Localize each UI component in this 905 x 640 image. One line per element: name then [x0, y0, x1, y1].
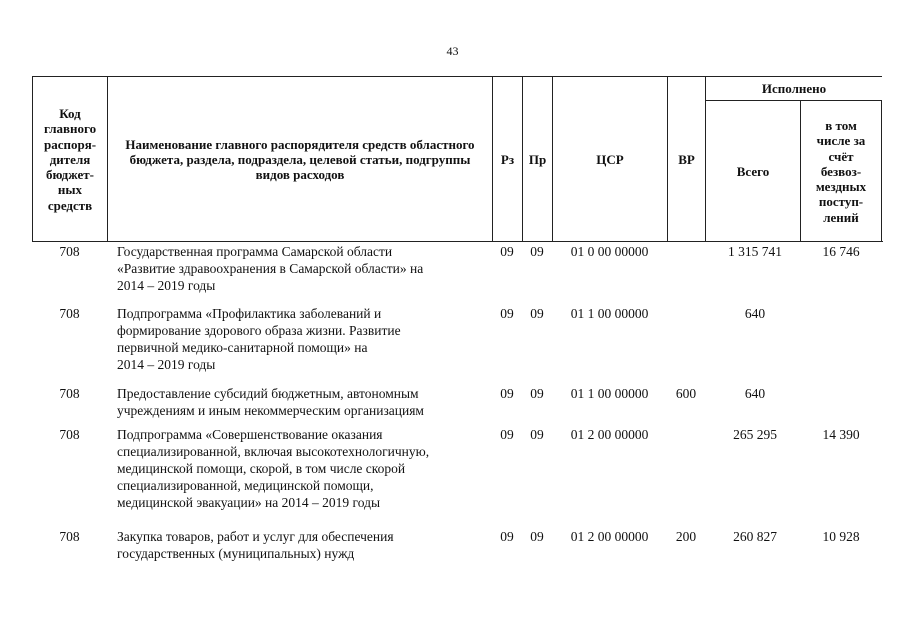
row-code: 708 [59, 529, 80, 544]
header-gratuitous-label: в том числе за счёт безвоз-мездных поступ-лений [815, 118, 867, 225]
row-name-line: Государственная программа Самарской области [117, 244, 393, 259]
header-executed-label: Исполнено [761, 80, 827, 96]
row-name [117, 385, 424, 419]
header-total [705, 100, 800, 242]
row-name-line: специализированной, медицинской помощи, [117, 478, 374, 493]
row-name-line: Предоставление субсидий бюджетным, автономным [117, 386, 419, 401]
header-pr-label: Пр [528, 151, 547, 167]
row-csr: 01 2 00 00000 [570, 529, 649, 544]
row-code: 708 [59, 306, 80, 321]
header-name-label: Наименование главного распорядителя средств областного бюджета, раздела, подраздела, целевой статьи, подгруппы видов расходов [125, 136, 475, 183]
row-name-line: «Развитие здравоохранения в Самарской области» на [117, 261, 424, 276]
row-rz: 09 [500, 386, 514, 401]
row-csr: 01 0 00 00000 [570, 244, 649, 259]
row-gratuitous: 10 928 [822, 529, 860, 544]
row-name [117, 305, 401, 373]
row-name-line: специализированной, включая высокотехнологичную, [117, 444, 430, 459]
row-name-line: Подпрограмма «Профилактика заболеваний и [117, 306, 382, 321]
header-csr [552, 76, 667, 242]
row-pr: 09 [530, 529, 544, 544]
row-name-line: 2014 – 2019 годы [117, 278, 216, 293]
row-name-line: формирование здорового образа жизни. Развитие [117, 323, 401, 338]
row-code: 708 [59, 386, 80, 401]
row-name-line: 2014 – 2019 годы [117, 357, 216, 372]
row-name-line: медицинской эвакуации» на 2014 – 2019 годы [117, 495, 381, 510]
row-name [117, 243, 423, 294]
row-name-line: Подпрограмма «Совершенствование оказания [117, 427, 383, 442]
row-code: 708 [59, 244, 80, 259]
row-rz: 09 [500, 529, 514, 544]
header-code-label: Код главного распоря-дителя бюджет-ных средств [44, 106, 97, 213]
header-rz-label: Рз [500, 151, 515, 167]
row-vr: 200 [675, 529, 697, 544]
row-name [117, 528, 394, 562]
header-name [107, 76, 492, 242]
header-total-label: Всего [736, 163, 770, 179]
header-vr-label: ВР [678, 151, 695, 167]
row-name-line: первичной медико-санитарной помощи» на [117, 340, 368, 355]
page-number: 43 [446, 44, 459, 58]
row-pr: 09 [530, 244, 544, 259]
row-pr: 09 [530, 427, 544, 442]
row-pr: 09 [530, 306, 544, 321]
row-name-line: государственных (муниципальных) нужд [117, 546, 355, 561]
header-vr [667, 76, 705, 242]
header-bottom-rule [32, 241, 883, 242]
row-pr: 09 [530, 386, 544, 401]
row-rz: 09 [500, 427, 514, 442]
row-name [117, 426, 429, 511]
row-rz: 09 [500, 244, 514, 259]
header-csr-label: ЦСР [596, 151, 624, 167]
row-total: 640 [744, 386, 766, 401]
row-total: 265 295 [733, 427, 777, 442]
row-name-line: учреждениям и иным некоммерческим организациям [117, 403, 424, 418]
row-vr: 600 [675, 386, 697, 401]
row-csr: 01 2 00 00000 [570, 427, 649, 442]
row-total: 260 827 [733, 529, 777, 544]
row-name-line: Закупка товаров, работ и услуг для обеспечения [117, 529, 394, 544]
header-rz [492, 76, 522, 242]
row-total: 1 315 741 [728, 244, 782, 259]
header-gratuitous [800, 100, 882, 242]
row-csr: 01 1 00 00000 [570, 306, 649, 321]
header-executed [705, 76, 882, 100]
row-code: 708 [59, 427, 80, 442]
row-gratuitous: 14 390 [822, 427, 860, 442]
row-total: 640 [744, 306, 766, 321]
row-name-line: медицинской помощи, скорой, в том числе скорой [117, 461, 406, 476]
row-rz: 09 [500, 306, 514, 321]
row-gratuitous: 16 746 [822, 244, 860, 259]
header-pr [522, 76, 552, 242]
header-code [32, 76, 107, 242]
row-csr: 01 1 00 00000 [570, 386, 649, 401]
